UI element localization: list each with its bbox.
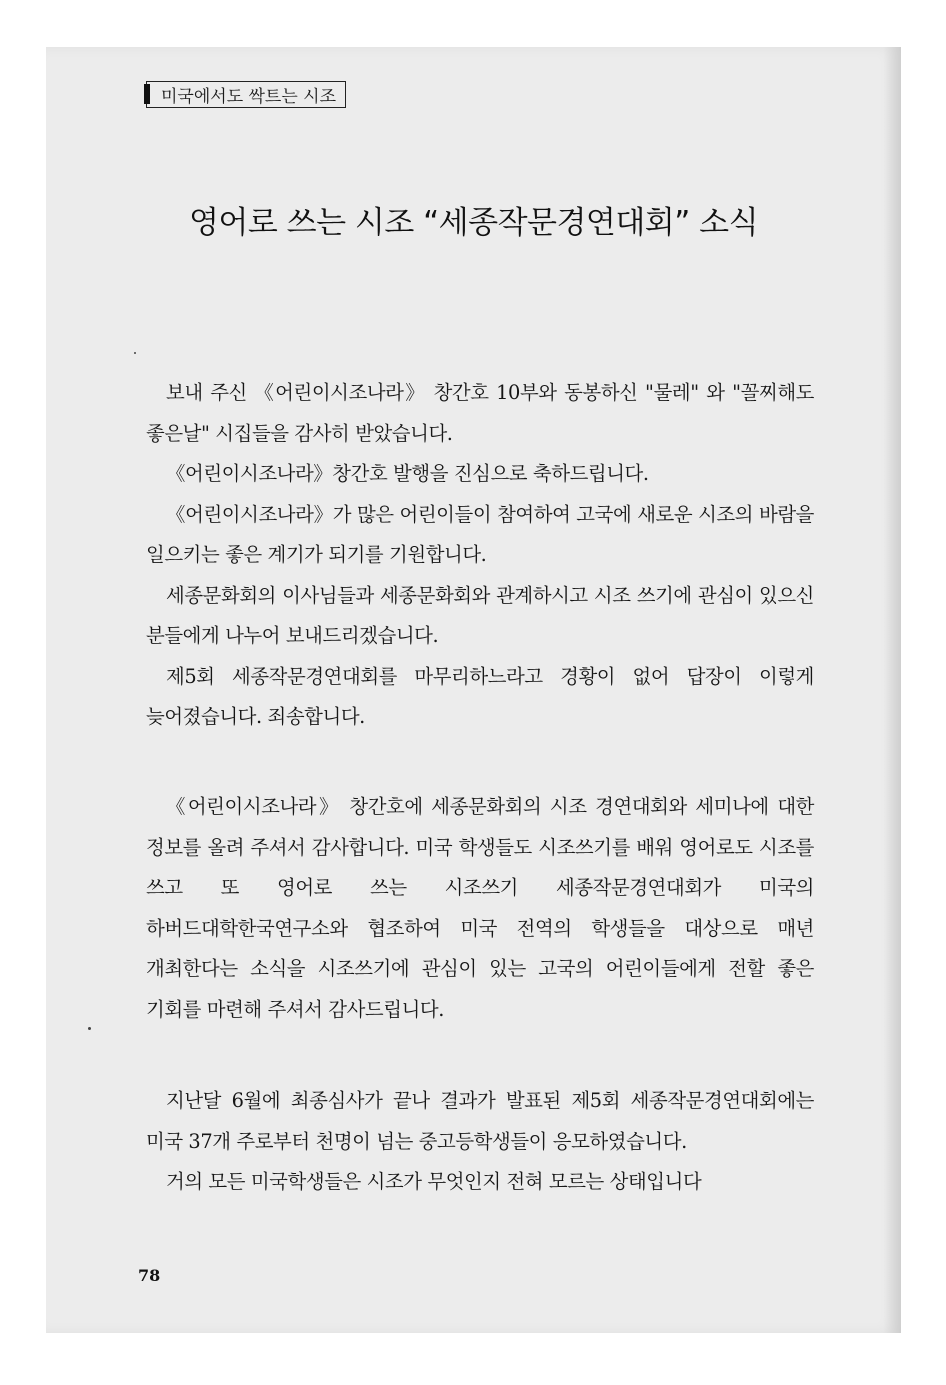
running-header-label: 미국에서도 싹트는 시조 [161, 87, 337, 107]
book-page [46, 47, 901, 1333]
paragraph: 보내 주신 《어린이시조나라》 창간호 10부와 동봉하신 "물레" 와 "꼴찌해도 좋은날" 시집들을 감사히 받았습니다. [146, 381, 814, 445]
scan-speck [134, 352, 136, 354]
paragraph: 《어린이시조나라》가 많은 어린이들이 참여하여 고국에 새로운 시조의 바람을 일으키는 좋은 계기가 되기를 기원합니다. [146, 502, 814, 566]
paragraph: 지난달 6월에 최종심사가 끝나 결과가 발표된 제5회 세종작문경연대회에는 미국 37개 주로부터 천명이 넘는 중고등학생들이 응모하였습니다. [146, 1089, 814, 1153]
paragraph: 《어린이시조나라》창간호 발행을 진심으로 축하드립니다. [166, 462, 649, 485]
paragraph: 거의 모든 미국학생들은 시조가 무엇인지 전혀 모르는 상태입니다 [166, 1170, 702, 1193]
paragraph: 세종문화회의 이사님들과 세종문화회와 관계하시고 시조 쓰기에 관심이 있으신 분들에게 나누어 보내드리겠습니다. [146, 583, 814, 647]
article-section-1 [146, 373, 814, 738]
running-header-tag [146, 81, 346, 108]
article-section-3 [146, 1081, 814, 1203]
header-marker-bar [144, 84, 150, 104]
article-section-2 [146, 787, 814, 1030]
scan-speck [88, 1027, 91, 1030]
article-title: 영어로 쓰는 시조 “세종작문경연대회” 소식 [188, 205, 759, 241]
paragraph: 《어린이시조나라》 창간호에 세종문화회의 시조 경연대회와 세미나에 대한 정보를 올려 주셔서 감사합니다. 미국 학생들도 시조쓰기를 배워 영어로도 시조를 쓰고 또 영어로 쓰는 시조쓰기 세종작문경연대회가 미국의 하버드대학한국연구소와 협조하여 미국 전역의 학생들을 대상으로 매년 개최한다는 소식을 시조쓰기에 관심이 있는 고국의 어린이들에게 전할 좋은 기회를 마련해 주셔서 감사드립니다. [146, 795, 814, 1021]
page-number: 78 [138, 1266, 161, 1285]
paragraph: 제5회 세종작문경연대회를 마무리하느라고 경황이 없어 답장이 이렇게 늦어졌습니다. 죄송합니다. [146, 664, 814, 728]
